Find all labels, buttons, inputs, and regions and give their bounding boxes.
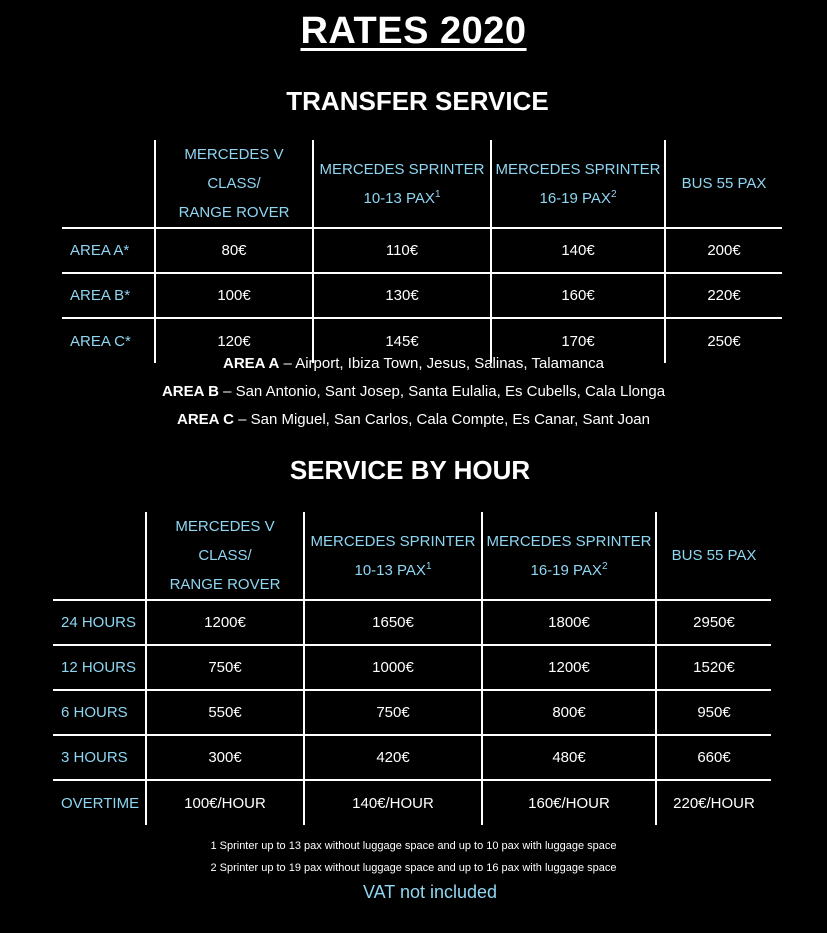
rate-cell: 300€ (146, 735, 304, 780)
column-header-pax: 16-19 PAX (539, 189, 611, 207)
column-header-line1: BUS 55 PAX (671, 547, 757, 564)
rate-cell: 1200€ (482, 645, 656, 690)
footnote-marker: 1 (425, 560, 432, 572)
column-header-line2 (314, 184, 490, 213)
column-header-line1: MERCEDES V CLASS/ (175, 518, 275, 564)
column-header-pax: RANGE ROVER (169, 576, 281, 593)
column-header-line1: MERCEDES SPRINTER (486, 532, 652, 550)
rate-cell: 2950€ (656, 600, 771, 645)
rate-cell: 1200€ (146, 600, 304, 645)
column-header-line1: BUS 55 PAX (681, 175, 767, 192)
table-row (53, 690, 771, 735)
column-header (665, 140, 782, 228)
rate-cell: 800€ (482, 690, 656, 735)
rate-cell: 140€ (491, 228, 665, 273)
footnote-1: 1 Sprinter up to 13 pax without luggage space and up to 10 pax with luggage space (210, 840, 617, 852)
rate-cell: 1520€ (656, 645, 771, 690)
rate-cell: 100€ (155, 273, 313, 318)
footnote-marker: 2 (610, 188, 617, 200)
area-name: AREA A (222, 355, 280, 372)
row-label: 12 HOURS (53, 645, 146, 690)
rate-cell: 130€ (313, 273, 491, 318)
vat-note: VAT not included (362, 882, 498, 902)
rate-cell: 80€ (155, 228, 313, 273)
page-title: RATES 2020 (300, 10, 527, 52)
column-header-line2 (305, 556, 481, 585)
rate-cell: 1000€ (304, 645, 482, 690)
footnote-marker: 1 (434, 188, 441, 200)
row-label: 3 HOURS (53, 735, 146, 780)
table-row (53, 645, 771, 690)
column-header-line2 (483, 556, 655, 585)
column-header-pax: 16-19 PAX (530, 561, 602, 579)
area-places: – Airport, Ibiza Town, Jesus, Salinas, Talamanca (279, 355, 604, 372)
rate-cell: 480€ (482, 735, 656, 780)
rate-cell: 110€ (313, 228, 491, 273)
rate-cell: 220€ (665, 273, 782, 318)
header-row (53, 512, 771, 600)
table-row (53, 600, 771, 645)
column-header-line1: MERCEDES SPRINTER (495, 160, 661, 178)
rate-cell: 200€ (665, 228, 782, 273)
rate-cell: 660€ (656, 735, 771, 780)
blank-header-cell (53, 512, 146, 600)
row-label: OVERTIME (53, 780, 146, 825)
rate-cell: 160€/HOUR (482, 780, 656, 825)
column-header-line1: MERCEDES V CLASS/ (184, 146, 284, 192)
rate-cell: 170€ (491, 318, 665, 363)
area-name: AREA C (176, 411, 234, 428)
rate-cell: 220€/HOUR (656, 780, 771, 825)
transfer-section-title: TRANSFER SERVICE (286, 86, 549, 116)
rate-cell: 420€ (304, 735, 482, 780)
transfer-rates-table (62, 140, 782, 363)
rate-cell: 750€ (304, 690, 482, 735)
column-header (313, 140, 491, 228)
area-definitions (0, 350, 827, 434)
column-header-line2 (147, 570, 303, 599)
rate-cell: 250€ (665, 318, 782, 363)
column-header-line1: MERCEDES SPRINTER (319, 160, 485, 178)
column-header-pax: RANGE ROVER (178, 204, 290, 221)
column-header (146, 512, 304, 600)
area-definition (0, 406, 827, 434)
table-row (53, 780, 771, 825)
column-header (482, 512, 656, 600)
column-header-pax: 10-13 PAX (363, 189, 435, 207)
table-row (62, 228, 782, 273)
row-label: 6 HOURS (53, 690, 146, 735)
column-header-line1: MERCEDES SPRINTER (310, 532, 476, 550)
area-places: – San Antonio, Sant Josep, Santa Eulalia, Es Cubells, Cala Llonga (218, 383, 666, 400)
row-label: AREA C* (62, 318, 155, 363)
rate-cell: 140€/HOUR (304, 780, 482, 825)
rate-cell: 100€/HOUR (146, 780, 304, 825)
column-header (304, 512, 482, 600)
row-label: AREA A* (62, 228, 155, 273)
row-label: 24 HOURS (53, 600, 146, 645)
column-header (491, 140, 665, 228)
area-definition (0, 378, 827, 406)
area-places: – San Miguel, San Carlos, Cala Compte, Es Canar, Sant Joan (233, 411, 650, 428)
column-header-line2 (156, 198, 312, 227)
blank-header-cell (62, 140, 155, 228)
column-header (155, 140, 313, 228)
hourly-section-title: SERVICE BY HOUR (289, 455, 531, 485)
rate-cell: 1800€ (482, 600, 656, 645)
table-row (53, 735, 771, 780)
hourly-rates-table (53, 512, 771, 825)
footnote-marker: 2 (601, 560, 608, 572)
rate-cell: 750€ (146, 645, 304, 690)
column-header-line2 (492, 184, 664, 213)
row-label: AREA B* (62, 273, 155, 318)
footnote-2: 2 Sprinter up to 19 pax without luggage space and up to 16 pax with luggage space (210, 862, 617, 874)
rate-cell: 550€ (146, 690, 304, 735)
rate-cell: 950€ (656, 690, 771, 735)
rate-cell: 145€ (313, 318, 491, 363)
rate-cell: 120€ (155, 318, 313, 363)
area-definition (0, 350, 827, 378)
footnotes (0, 835, 827, 879)
header-row (62, 140, 782, 228)
column-header-pax: 10-13 PAX (354, 561, 426, 579)
rate-cell: 160€ (491, 273, 665, 318)
table-row (62, 273, 782, 318)
area-name: AREA B (161, 383, 219, 400)
rate-cell: 1650€ (304, 600, 482, 645)
column-header (656, 512, 771, 600)
